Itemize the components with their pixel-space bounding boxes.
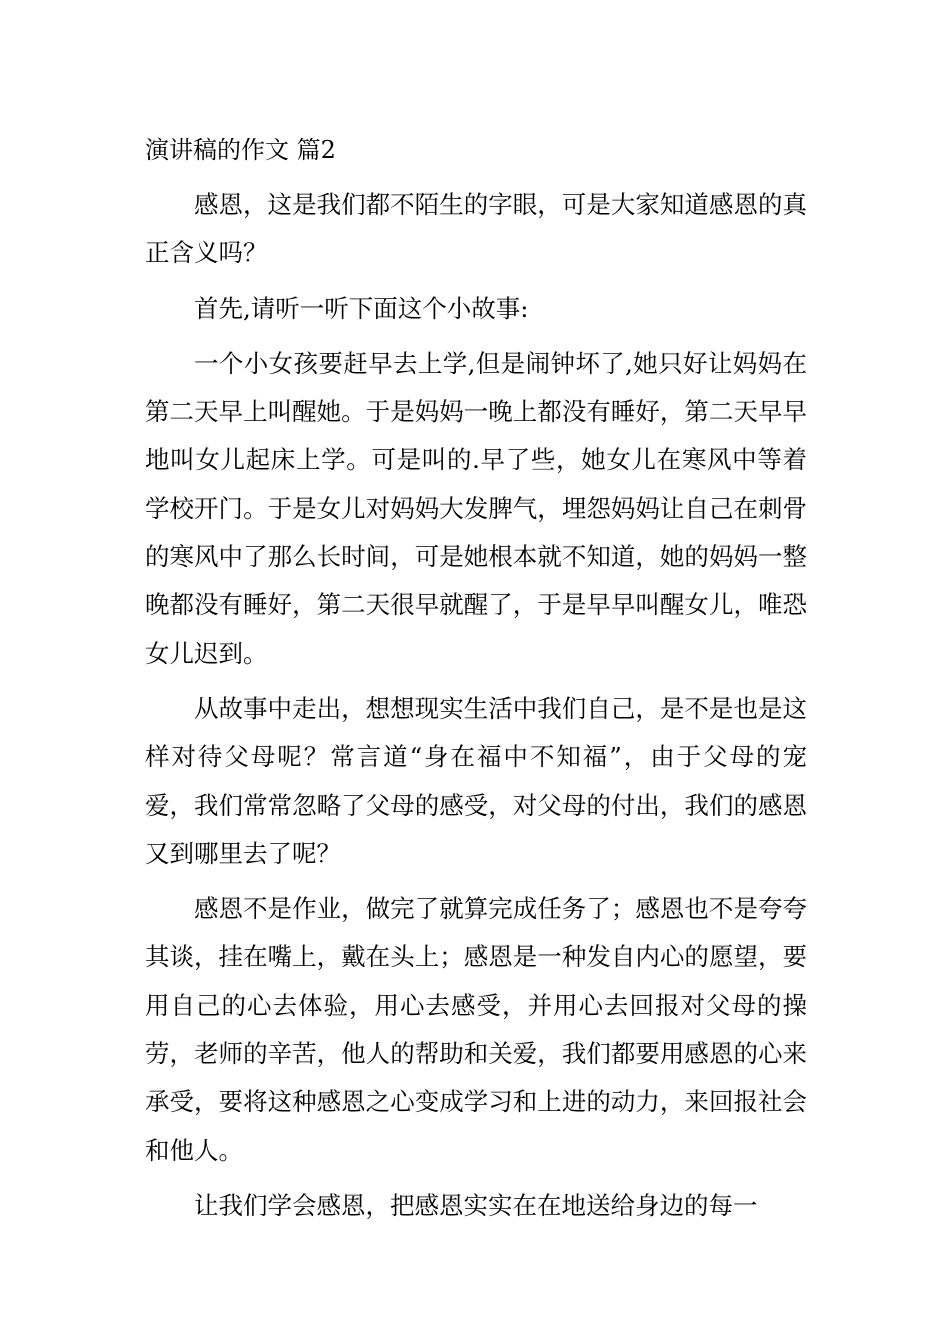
paragraph-4: 从故事中走出，想想现实生活中我们自己，是不是也是这样对待父母呢？常言道“身在福中不知福”，由于父母的宠爱，我们常常忽略了父母的感受，对父母的付出，我们的感恩又到哪里去了呢？ (145, 693, 807, 868)
document-page (145, 130, 807, 1237)
paragraph-2: 首先,请听一听下面这个小故事: (194, 293, 529, 323)
paragraph-5: 感恩不是作业，做完了就算完成任务了；感恩也不是夸夸其谈，挂在嘴上，戴在头上；感恩是一种发自内心的愿望，要用自己的心去体验，用心去感受，并用心去回报对父母的操劳，老师的辛苦，他人的帮助和关爱，我们都要用感恩的心来承受，要将这种感恩之心变成学习和上进的动力，来回报社会和他人。 (145, 894, 807, 1165)
paragraph-1: 感恩，这是我们都不陌生的字眼，可是大家知道感恩的真正含义吗？ (145, 190, 807, 268)
paragraph-6: 让我们学会感恩，把感恩实实在在地送给身边的每一 (194, 1190, 758, 1220)
document-title: 演讲稿的作文 篇2 (145, 136, 336, 164)
paragraph-3: 一个小女孩要赶早去上学,但是闹钟坏了,她只好让妈妈在第二天早上叫醒她。于是妈妈一晚上都没有睡好，第二天早早地叫女儿起床上学。可是叫的.早了些，她女儿在寒风中等着学校开门。于是女儿对妈妈大发脾气，埋怨妈妈让自己在刺骨的寒风中了那么长时间，可是她根本就不知道，她的妈妈一整晚都没有睡好，第二天很早就醒了，于是早早叫醒女儿，唯恐女儿迟到。 (145, 348, 807, 668)
